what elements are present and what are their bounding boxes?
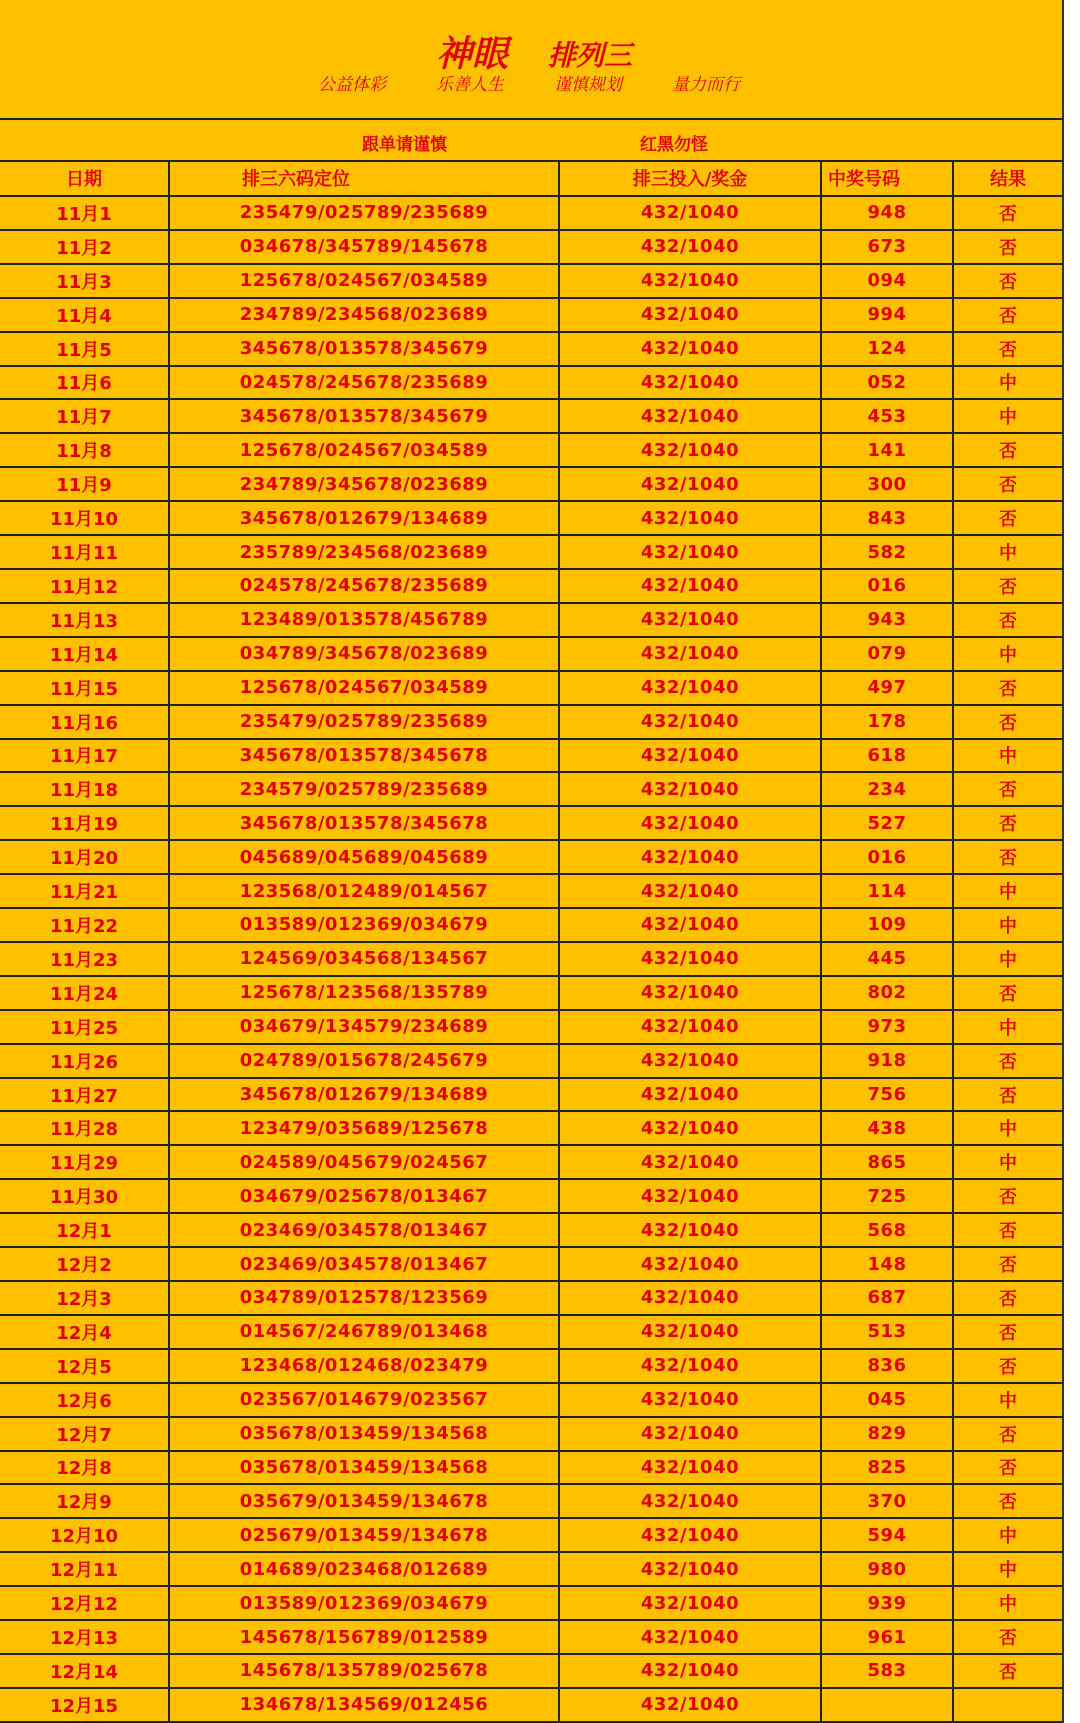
cell-date: 11月24	[0, 977, 170, 1009]
table-row	[0, 1384, 1062, 1418]
cell-result: 否	[999, 610, 1017, 632]
cell-numbers: 023469/034578/013467	[170, 1214, 560, 1246]
cell-stake: 432/1040	[560, 1214, 822, 1246]
cell-numbers: 123568/012489/014567	[170, 875, 560, 907]
table-row	[0, 1350, 1062, 1384]
cell-numbers: 145678/156789/012589	[170, 1621, 560, 1653]
cell-winning: 109	[822, 909, 954, 941]
cell-result: 否	[999, 848, 1017, 870]
cell-numbers: 025679/013459/134678	[170, 1519, 560, 1551]
cell-result: 否	[999, 1085, 1017, 1107]
cell-stake: 432/1040	[560, 468, 822, 500]
notice-left: 跟单请谨慎	[362, 135, 447, 155]
cell-stake: 432/1040	[560, 367, 822, 399]
cell-result: 否	[999, 1458, 1017, 1480]
cell-date: 11月14	[0, 638, 170, 670]
cell-stake: 432/1040	[560, 1045, 822, 1077]
cell-numbers: 035678/013459/134568	[170, 1452, 560, 1484]
cell-result: 中	[999, 949, 1017, 971]
cell-result: 否	[999, 1288, 1017, 1310]
cell-winning: 618	[822, 740, 954, 772]
cell-winning: 994	[822, 299, 954, 331]
cell-result: 否	[999, 1322, 1017, 1344]
cell-stake: 432/1040	[560, 807, 822, 839]
cell-stake: 432/1040	[560, 536, 822, 568]
cell-numbers: 014567/246789/013468	[170, 1316, 560, 1348]
cell-winning: 148	[822, 1248, 954, 1280]
cell-result: 否	[999, 339, 1017, 361]
cell-numbers: 014689/023468/012689	[170, 1553, 560, 1585]
cell-winning: 445	[822, 943, 954, 975]
cell-stake: 432/1040	[560, 231, 822, 263]
cell-date: 12月10	[0, 1519, 170, 1551]
col-header-date: 日期	[0, 160, 170, 195]
cell-winning: 973	[822, 1011, 954, 1043]
cell-date: 11月18	[0, 773, 170, 805]
cell-result: 否	[999, 1221, 1017, 1243]
cell-stake: 432/1040	[560, 570, 822, 602]
results-table	[0, 160, 1062, 1723]
cell-winning: 865	[822, 1146, 954, 1178]
cell-stake: 432/1040	[560, 1519, 822, 1551]
cell-winning: 052	[822, 367, 954, 399]
cell-date: 11月23	[0, 943, 170, 975]
cell-numbers: 023469/034578/013467	[170, 1248, 560, 1280]
table-row	[0, 1079, 1062, 1113]
cell-winning: 802	[822, 977, 954, 1009]
table-row	[0, 1214, 1062, 1248]
cell-stake: 432/1040	[560, 1350, 822, 1382]
cell-result: 中	[999, 1594, 1017, 1616]
col-header-result: 结果	[990, 168, 1026, 190]
cell-numbers: 235479/025789/235689	[170, 706, 560, 738]
cell-date: 11月2	[0, 231, 170, 263]
cell-result: 否	[999, 1628, 1017, 1650]
cell-winning: 725	[822, 1180, 954, 1212]
cell-stake: 432/1040	[560, 400, 822, 432]
cell-result: 否	[999, 441, 1017, 463]
cell-stake: 432/1040	[560, 299, 822, 331]
cell-date: 12月3	[0, 1282, 170, 1314]
cell-result: 中	[999, 373, 1017, 395]
table-row	[0, 299, 1062, 333]
cell-numbers: 234579/025789/235689	[170, 773, 560, 805]
col-header-winning: 中奖号码	[822, 160, 954, 195]
cell-stake: 432/1040	[560, 1587, 822, 1619]
cell-winning: 825	[822, 1452, 954, 1484]
title-block	[0, 0, 1062, 120]
cell-numbers: 034678/345789/145678	[170, 231, 560, 263]
cell-winning: 594	[822, 1519, 954, 1551]
cell-winning: 114	[822, 875, 954, 907]
cell-result: 否	[999, 678, 1017, 700]
cell-stake: 432/1040	[560, 638, 822, 670]
table-row	[0, 1418, 1062, 1452]
table-row	[0, 1655, 1062, 1689]
cell-date: 12月8	[0, 1452, 170, 1484]
cell-winning: 079	[822, 638, 954, 670]
cell-numbers: 035678/013459/134568	[170, 1418, 560, 1450]
cell-winning: 513	[822, 1316, 954, 1348]
cell-result: 否	[999, 1661, 1017, 1683]
col-header-numbers: 排三六码定位	[170, 160, 560, 195]
table-row	[0, 333, 1062, 367]
cell-date: 11月10	[0, 502, 170, 534]
cell-date: 11月25	[0, 1011, 170, 1043]
cell-result: 中	[999, 1390, 1017, 1412]
cell-date: 11月17	[0, 740, 170, 772]
cell-numbers: 134678/134569/012456	[170, 1689, 560, 1721]
cell-stake: 432/1040	[560, 1079, 822, 1111]
cell-date: 12月11	[0, 1553, 170, 1585]
cell-result: 否	[999, 1051, 1017, 1073]
cell-winning: 836	[822, 1350, 954, 1382]
cell-winning: 756	[822, 1079, 954, 1111]
cell-date: 11月8	[0, 434, 170, 466]
table-body	[0, 197, 1062, 1723]
cell-stake: 432/1040	[560, 1316, 822, 1348]
cell-date: 11月26	[0, 1045, 170, 1077]
cell-numbers: 045689/045689/045689	[170, 841, 560, 873]
cell-result	[954, 1689, 1062, 1721]
cell-winning: 438	[822, 1112, 954, 1144]
table-row	[0, 807, 1062, 841]
cell-stake: 432/1040	[560, 706, 822, 738]
cell-date: 11月11	[0, 536, 170, 568]
table-row	[0, 740, 1062, 774]
cell-result: 中	[999, 1153, 1017, 1175]
cell-winning: 453	[822, 400, 954, 432]
cell-winning: 234	[822, 773, 954, 805]
cell-date: 11月1	[0, 197, 170, 229]
notice-right: 红黑勿怪	[640, 135, 708, 155]
col-header-stake: 排三投入/奖金	[560, 160, 822, 195]
slogan-2: 乐善人生	[436, 75, 504, 95]
cell-result: 中	[999, 1119, 1017, 1141]
cell-numbers: 013589/012369/034679	[170, 1587, 560, 1619]
cell-stake: 432/1040	[560, 672, 822, 704]
cell-stake: 432/1040	[560, 977, 822, 1009]
table-row	[0, 1689, 1062, 1723]
cell-result: 否	[999, 237, 1017, 259]
cell-winning: 568	[822, 1214, 954, 1246]
table-row	[0, 1452, 1062, 1486]
notice-row	[0, 118, 1062, 162]
cell-numbers: 024789/015678/245679	[170, 1045, 560, 1077]
cell-date: 11月21	[0, 875, 170, 907]
cell-result: 否	[999, 305, 1017, 327]
table-row	[0, 841, 1062, 875]
cell-result: 否	[999, 203, 1017, 225]
table-row	[0, 773, 1062, 807]
cell-date: 11月13	[0, 604, 170, 636]
cell-stake: 432/1040	[560, 1282, 822, 1314]
cell-stake: 432/1040	[560, 1418, 822, 1450]
cell-date: 11月12	[0, 570, 170, 602]
cell-winning: 094	[822, 265, 954, 297]
cell-result: 中	[999, 1560, 1017, 1582]
cell-winning: 961	[822, 1621, 954, 1653]
cell-stake: 432/1040	[560, 1689, 822, 1721]
cell-result: 否	[999, 1356, 1017, 1378]
cell-result: 否	[999, 780, 1017, 802]
cell-stake: 432/1040	[560, 909, 822, 941]
cell-date: 11月20	[0, 841, 170, 873]
cell-winning: 497	[822, 672, 954, 704]
cell-result: 中	[999, 543, 1017, 565]
cell-winning: 045	[822, 1384, 954, 1416]
cell-result: 中	[999, 1526, 1017, 1548]
cell-numbers: 123468/012468/023479	[170, 1350, 560, 1382]
cell-result: 否	[999, 814, 1017, 836]
cell-numbers: 024578/245678/235689	[170, 367, 560, 399]
cell-stake: 432/1040	[560, 434, 822, 466]
cell-numbers: 234789/234568/023689	[170, 299, 560, 331]
cell-winning: 582	[822, 536, 954, 568]
cell-numbers: 345678/012679/134689	[170, 502, 560, 534]
cell-winning: 673	[822, 231, 954, 263]
cell-stake: 432/1040	[560, 197, 822, 229]
table-row	[0, 1011, 1062, 1045]
table-row	[0, 536, 1062, 570]
cell-winning	[822, 1689, 954, 1721]
cell-date: 12月14	[0, 1655, 170, 1687]
cell-date: 12月9	[0, 1485, 170, 1517]
cell-numbers: 034789/012578/123569	[170, 1282, 560, 1314]
cell-stake: 432/1040	[560, 1553, 822, 1585]
slogan-1: 公益体彩	[318, 75, 386, 95]
cell-numbers: 125678/024567/034589	[170, 434, 560, 466]
table-row	[0, 1485, 1062, 1519]
table-row	[0, 468, 1062, 502]
cell-winning: 300	[822, 468, 954, 500]
table-row	[0, 977, 1062, 1011]
cell-result: 中	[999, 407, 1017, 429]
table-row	[0, 604, 1062, 638]
cell-result: 中	[999, 644, 1017, 666]
cell-date: 11月15	[0, 672, 170, 704]
cell-date: 11月27	[0, 1079, 170, 1111]
table-row	[0, 672, 1062, 706]
cell-stake: 432/1040	[560, 333, 822, 365]
cell-winning: 527	[822, 807, 954, 839]
cell-result: 否	[999, 576, 1017, 598]
cell-stake: 432/1040	[560, 773, 822, 805]
cell-numbers: 145678/135789/025678	[170, 1655, 560, 1687]
cell-result: 中	[999, 746, 1017, 768]
table-row	[0, 1553, 1062, 1587]
cell-numbers: 034789/345678/023689	[170, 638, 560, 670]
cell-winning: 016	[822, 570, 954, 602]
cell-result: 否	[999, 983, 1017, 1005]
slogan-3: 谨慎规划	[554, 75, 622, 95]
cell-date: 11月5	[0, 333, 170, 365]
cell-date: 11月28	[0, 1112, 170, 1144]
cell-date: 11月9	[0, 468, 170, 500]
cell-numbers: 345678/012679/134689	[170, 1079, 560, 1111]
cell-numbers: 345678/013578/345679	[170, 333, 560, 365]
cell-stake: 432/1040	[560, 502, 822, 534]
cell-stake: 432/1040	[560, 1112, 822, 1144]
title-main: 神眼	[436, 34, 509, 75]
cell-numbers: 125678/024567/034589	[170, 672, 560, 704]
table-row	[0, 570, 1062, 604]
cell-stake: 432/1040	[560, 1384, 822, 1416]
table-row	[0, 943, 1062, 977]
cell-winning: 124	[822, 333, 954, 365]
cell-date: 11月30	[0, 1180, 170, 1212]
cell-stake: 432/1040	[560, 1248, 822, 1280]
cell-numbers: 234789/345678/023689	[170, 468, 560, 500]
cell-date: 12月5	[0, 1350, 170, 1382]
cell-numbers: 345678/013578/345679	[170, 400, 560, 432]
cell-numbers: 024589/045679/024567	[170, 1146, 560, 1178]
cell-date: 11月16	[0, 706, 170, 738]
cell-date: 11月4	[0, 299, 170, 331]
cell-date: 11月19	[0, 807, 170, 839]
cell-numbers: 235789/234568/023689	[170, 536, 560, 568]
cell-numbers: 123479/035689/125678	[170, 1112, 560, 1144]
cell-winning: 178	[822, 706, 954, 738]
cell-result: 中	[999, 1017, 1017, 1039]
cell-winning: 943	[822, 604, 954, 636]
cell-winning: 829	[822, 1418, 954, 1450]
cell-result: 中	[999, 882, 1017, 904]
cell-result: 否	[999, 1492, 1017, 1514]
cell-stake: 432/1040	[560, 1655, 822, 1687]
cell-stake: 432/1040	[560, 943, 822, 975]
cell-winning: 980	[822, 1553, 954, 1585]
cell-numbers: 345678/013578/345678	[170, 740, 560, 772]
cell-winning: 843	[822, 502, 954, 534]
cell-stake: 432/1040	[560, 875, 822, 907]
table-row	[0, 1146, 1062, 1180]
cell-date: 11月29	[0, 1146, 170, 1178]
cell-numbers: 034679/025678/013467	[170, 1180, 560, 1212]
table-header-row	[0, 160, 1062, 197]
cell-date: 12月7	[0, 1418, 170, 1450]
cell-date: 12月4	[0, 1316, 170, 1348]
cell-numbers: 024578/245678/235689	[170, 570, 560, 602]
cell-date: 12月1	[0, 1214, 170, 1246]
cell-numbers: 034679/134579/234689	[170, 1011, 560, 1043]
table-row	[0, 1282, 1062, 1316]
cell-winning: 141	[822, 434, 954, 466]
cell-date: 11月7	[0, 400, 170, 432]
table-row	[0, 197, 1062, 231]
slogan-4: 量力而行	[672, 75, 740, 95]
cell-result: 否	[999, 1255, 1017, 1277]
cell-numbers: 235479/025789/235689	[170, 197, 560, 229]
cell-date: 11月22	[0, 909, 170, 941]
cell-result: 否	[999, 712, 1017, 734]
cell-stake: 432/1040	[560, 1180, 822, 1212]
cell-winning: 918	[822, 1045, 954, 1077]
cell-stake: 432/1040	[560, 1011, 822, 1043]
cell-winning: 687	[822, 1282, 954, 1314]
cell-winning: 939	[822, 1587, 954, 1619]
table-row	[0, 909, 1062, 943]
cell-numbers: 013589/012369/034679	[170, 909, 560, 941]
table-row	[0, 367, 1062, 401]
cell-date: 12月15	[0, 1689, 170, 1721]
cell-date: 12月12	[0, 1587, 170, 1619]
cell-date: 12月13	[0, 1621, 170, 1653]
cell-date: 12月6	[0, 1384, 170, 1416]
table-row	[0, 1621, 1062, 1655]
table-row	[0, 1045, 1062, 1079]
table-row	[0, 1519, 1062, 1553]
table-row	[0, 1316, 1062, 1350]
cell-result: 否	[999, 475, 1017, 497]
table-row	[0, 502, 1062, 536]
cell-numbers: 035679/013459/134678	[170, 1485, 560, 1517]
cell-stake: 432/1040	[560, 1621, 822, 1653]
cell-result: 否	[999, 509, 1017, 531]
table-row	[0, 231, 1062, 265]
cell-winning: 370	[822, 1485, 954, 1517]
cell-numbers: 124569/034568/134567	[170, 943, 560, 975]
cell-winning: 583	[822, 1655, 954, 1687]
table-row	[0, 1180, 1062, 1214]
cell-date: 11月3	[0, 265, 170, 297]
cell-result: 中	[999, 915, 1017, 937]
cell-stake: 432/1040	[560, 1485, 822, 1517]
cell-numbers: 123489/013578/456789	[170, 604, 560, 636]
cell-result: 否	[999, 1187, 1017, 1209]
cell-numbers: 345678/013578/345678	[170, 807, 560, 839]
cell-winning: 948	[822, 197, 954, 229]
table-row	[0, 706, 1062, 740]
cell-stake: 432/1040	[560, 604, 822, 636]
cell-stake: 432/1040	[560, 1452, 822, 1484]
cell-numbers: 125678/024567/034589	[170, 265, 560, 297]
table-row	[0, 1587, 1062, 1621]
table-row	[0, 265, 1062, 299]
cell-winning: 016	[822, 841, 954, 873]
table-row	[0, 638, 1062, 672]
table-row	[0, 1112, 1062, 1146]
cell-stake: 432/1040	[560, 841, 822, 873]
cell-date: 12月2	[0, 1248, 170, 1280]
cell-date: 11月6	[0, 367, 170, 399]
cell-result: 否	[999, 271, 1017, 293]
table-row	[0, 400, 1062, 434]
cell-stake: 432/1040	[560, 1146, 822, 1178]
table-row	[0, 875, 1062, 909]
cell-stake: 432/1040	[560, 740, 822, 772]
cell-stake: 432/1040	[560, 265, 822, 297]
cell-numbers: 023567/014679/023567	[170, 1384, 560, 1416]
table-row	[0, 434, 1062, 468]
cell-result: 否	[999, 1424, 1017, 1446]
title-sub: 排列三	[548, 39, 633, 72]
table-row	[0, 1248, 1062, 1282]
cell-numbers: 125678/123568/135789	[170, 977, 560, 1009]
